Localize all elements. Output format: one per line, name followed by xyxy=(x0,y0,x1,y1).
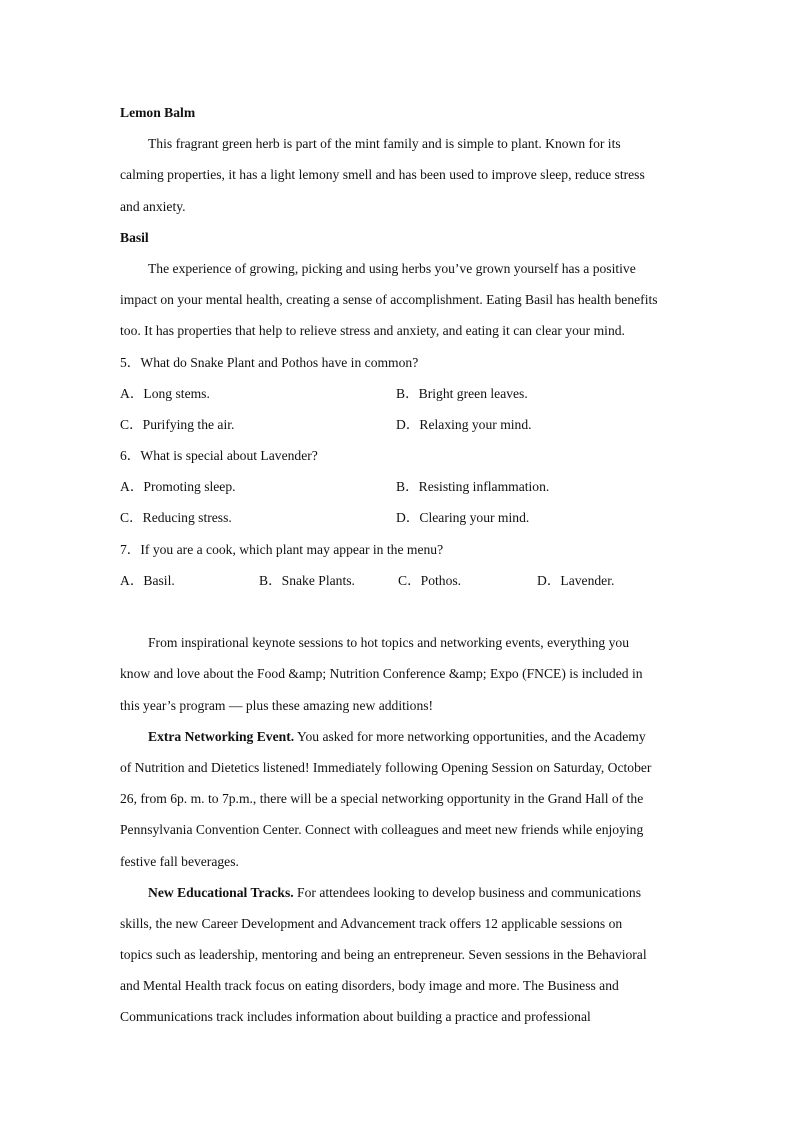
lemon-balm-line: This fragrant green herb is part of the mint family and is simple to plant. Known for its xyxy=(148,136,621,152)
networking-line: 26, from 6p. m. to 7p.m., there will be a special networking opportunity in the Grand Hall of the xyxy=(120,791,644,807)
section-spacer xyxy=(120,596,680,627)
tracks-paragraph-first-line xyxy=(120,877,680,908)
question-5-options-row xyxy=(120,409,680,440)
question-7-stem: 7．If you are a cook, which plant may appear in the menu? xyxy=(120,541,444,557)
question-5-option-b: B．Bright green leaves. xyxy=(396,385,528,401)
question-7-option-b: B．Snake Plants. xyxy=(259,572,355,588)
lemon-balm-line: calming properties, it has a light lemony smell and has been used to improve sleep, reduce stress xyxy=(120,167,645,183)
tracks-line: Communications track includes information about building a practice and professional xyxy=(120,1009,591,1025)
basil-line: too. It has properties that help to relieve stress and anxiety, and eating it can clear your mind. xyxy=(120,323,625,339)
question-6-stem: 6．What is special about Lavender? xyxy=(120,448,318,464)
question-5-option-a: A．Long stems. xyxy=(120,385,210,401)
tracks-title: New Educational Tracks. xyxy=(148,884,294,900)
question-7-option-c: C．Pothos. xyxy=(398,572,462,588)
question-5-option-d: D．Relaxing your mind. xyxy=(396,416,532,432)
question-6-option-d: D．Clearing your mind. xyxy=(396,510,530,526)
question-6-options-row xyxy=(120,502,680,533)
networking-line: of Nutrition and Dietetics listened! Immediately following Opening Session on Saturday, October xyxy=(120,759,652,775)
passage-intro-line: From inspirational keynote sessions to hot topics and networking events, everything you xyxy=(148,635,629,651)
question-7-option-a: A．Basil. xyxy=(120,572,175,588)
networking-first-line-text: You asked for more networking opportunities, and the Academy xyxy=(294,728,646,744)
question-5-option-c: C．Purifying the air. xyxy=(120,416,235,432)
passage-intro-line: this year’s program — plus these amazing new additions! xyxy=(120,697,434,713)
question-5-stem: 5．What do Snake Plant and Pothos have in common? xyxy=(120,354,419,370)
basil-line: The experience of growing, picking and using herbs you’ve grown yourself has a positive xyxy=(148,260,636,276)
question-5-options-row xyxy=(120,378,680,409)
question-7-option-d: D．Lavender. xyxy=(537,572,615,588)
lemon-balm-heading: Lemon Balm xyxy=(120,105,196,120)
basil-heading: Basil xyxy=(120,229,149,245)
question-6-option-c: C．Reducing stress. xyxy=(120,510,232,526)
networking-line: Pennsylvania Convention Center. Connect with colleagues and meet new friends while enjoying xyxy=(120,822,644,838)
tracks-first-line-text: For attendees looking to develop business and communications xyxy=(293,884,641,900)
networking-paragraph-first-line xyxy=(120,721,680,752)
tracks-line: and Mental Health track focus on eating disorders, body image and more. The Business and xyxy=(120,978,619,994)
networking-line: festive fall beverages. xyxy=(120,853,239,869)
question-6-option-a: A．Promoting sleep. xyxy=(120,479,236,495)
question-6-option-b: B．Resisting inflammation. xyxy=(396,479,550,495)
basil-line: impact on your mental health, creating a sense of accomplishment. Eating Basil has health benefits xyxy=(120,292,658,308)
networking-title: Extra Networking Event. xyxy=(148,728,295,744)
tracks-line: topics such as leadership, mentoring and being an entrepreneur. Seven sessions in the Behavioral xyxy=(120,947,647,963)
tracks-line: skills, the new Career Development and Advancement track offers 12 applicable sessions on xyxy=(120,915,623,931)
passage-intro-line: know and love about the Food &amp; Nutrition Conference &amp; Expo (FNCE) is included in xyxy=(120,666,643,682)
question-6-options-row xyxy=(120,471,680,502)
lemon-balm-line: and anxiety. xyxy=(120,198,186,214)
document-page xyxy=(120,97,680,1033)
question-7-options-row xyxy=(120,565,680,596)
